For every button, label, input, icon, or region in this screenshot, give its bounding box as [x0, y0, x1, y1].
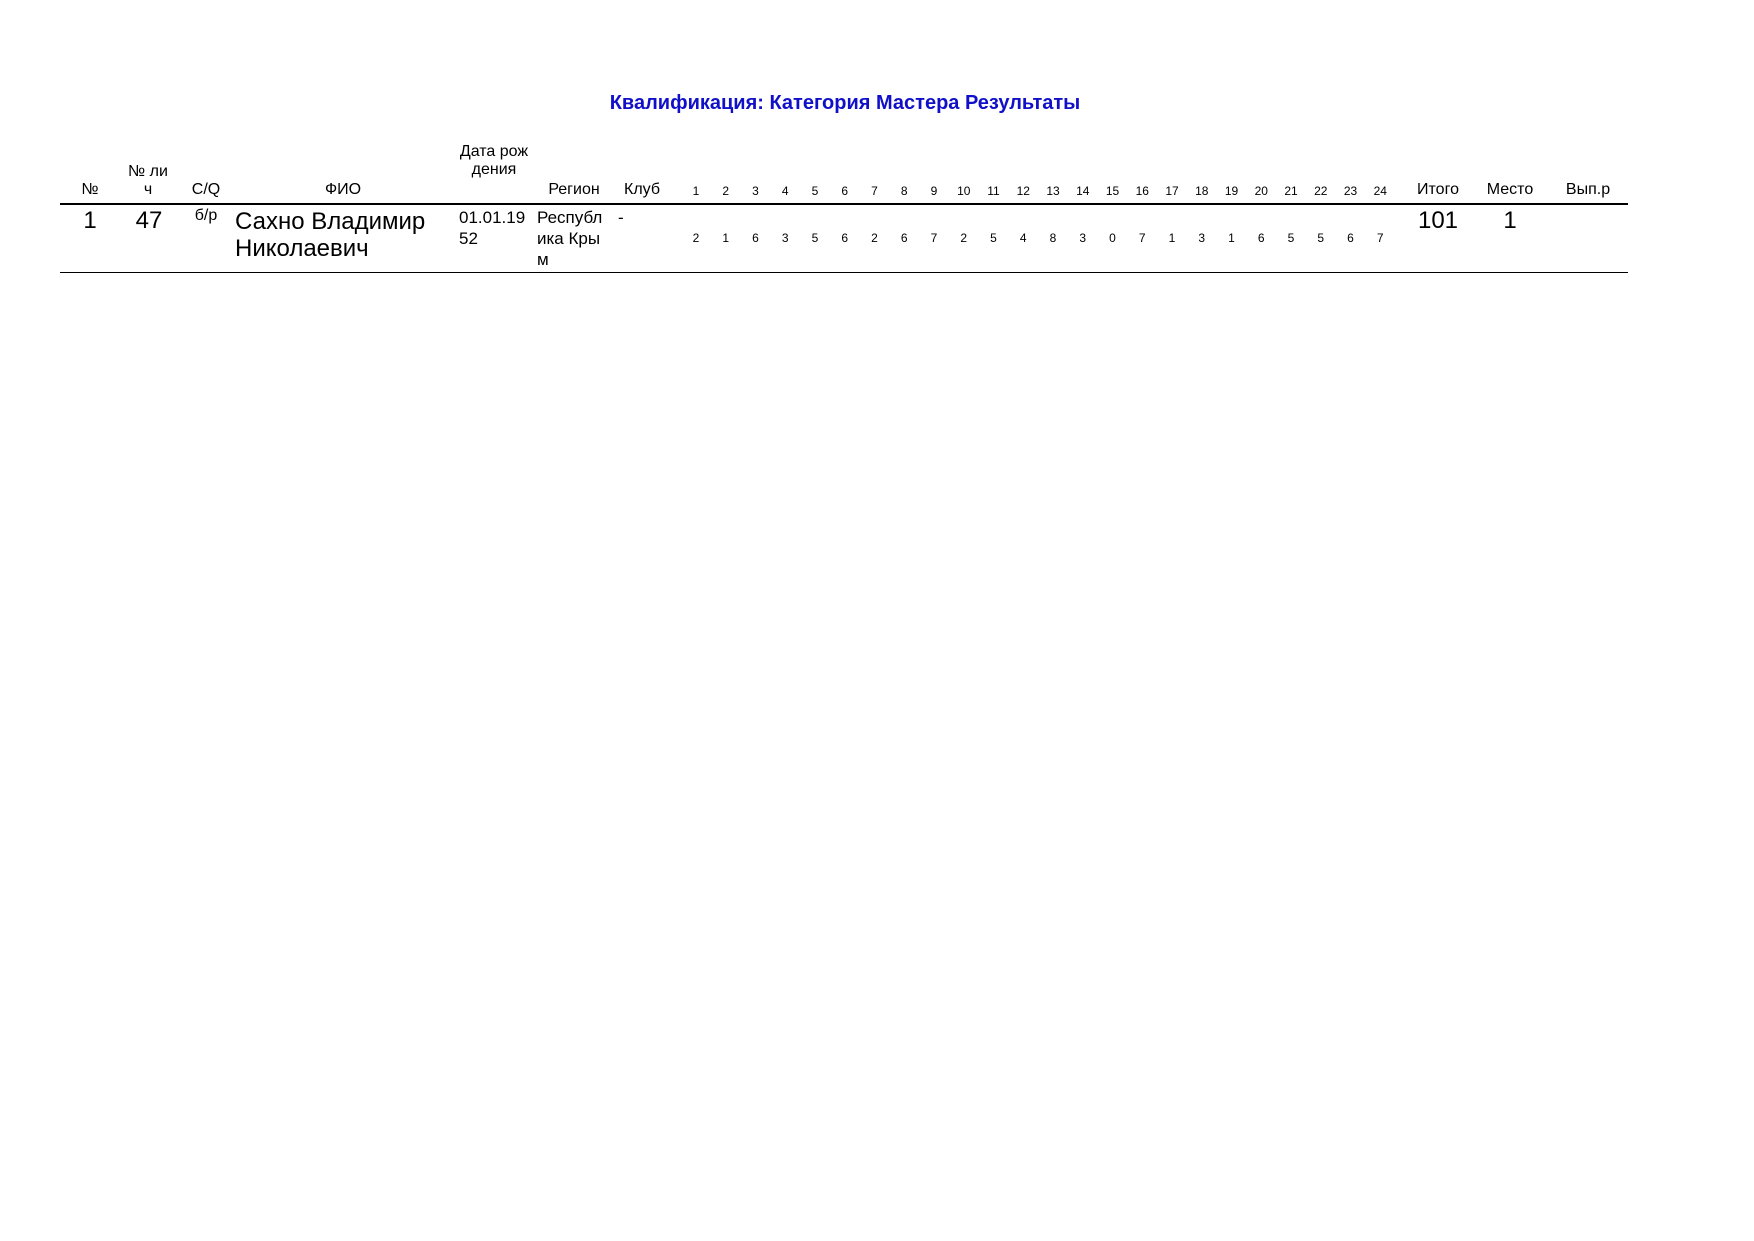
row-fio: Сахно Владимир Николаевич: [235, 208, 426, 262]
row-shot-4: 3: [781, 231, 789, 245]
row-shot-11: 5: [990, 231, 997, 245]
header-shot-4: 4: [781, 184, 789, 198]
header-shot-13: 13: [1046, 184, 1060, 198]
row-rule: [60, 272, 1628, 273]
header-club: Клуб: [624, 181, 660, 198]
header-shot-8: 8: [900, 184, 908, 198]
header-shot-22: 22: [1314, 184, 1328, 198]
row-shot-24: 7: [1376, 231, 1384, 245]
header-shot-20: 20: [1254, 184, 1268, 198]
header-shot-23: 23: [1343, 184, 1358, 198]
row-shot-1: 2: [692, 231, 700, 245]
row-num: 1: [83, 207, 97, 234]
header-shot-14: 14: [1076, 184, 1090, 198]
header-shot-15: 15: [1105, 184, 1120, 198]
row-club: -: [618, 208, 624, 227]
row-shot-12: 4: [1019, 231, 1027, 245]
header-result: Вып.р: [1565, 181, 1611, 198]
row-shot-14: 3: [1079, 231, 1087, 245]
header-shot-10: 10: [957, 184, 971, 198]
row-birth: 01.01.1952: [459, 208, 526, 248]
row-shot-7: 2: [871, 231, 878, 245]
row-shot-10: 2: [960, 231, 968, 245]
row-cq: б/р: [194, 207, 218, 224]
header-region: Регион: [548, 181, 600, 198]
row-shot-22: 5: [1317, 231, 1325, 245]
header-cq: C/Q: [191, 181, 221, 198]
row-shot-16: 7: [1138, 231, 1146, 245]
row-shot-21: 5: [1287, 231, 1295, 245]
row-shot-15: 0: [1109, 231, 1116, 245]
row-shot-2: 1: [722, 231, 730, 245]
page-title: Квалификация: Категория Мастера Результаты: [609, 92, 1081, 114]
row-shot-23: 6: [1347, 231, 1354, 245]
header-shot-12: 12: [1016, 184, 1030, 198]
header-total: Итого: [1417, 181, 1459, 198]
header-shot-6: 6: [841, 184, 849, 198]
header-num: №: [81, 181, 99, 198]
header-birth: Дата рождения: [459, 143, 529, 178]
row-shot-13: 8: [1049, 231, 1057, 245]
header-shot-17: 17: [1165, 184, 1179, 198]
row-shot-20: 6: [1257, 231, 1265, 245]
header-place: Место: [1486, 181, 1534, 198]
row-shot-8: 6: [900, 231, 908, 245]
row-shot-17: 1: [1168, 231, 1176, 245]
row-region: Республика Крым: [537, 208, 603, 269]
header-shot-18: 18: [1195, 184, 1209, 198]
row-personal-num: 47: [135, 207, 163, 234]
header-shot-24: 24: [1373, 184, 1387, 198]
row-shot-9: 7: [930, 231, 938, 245]
row-shot-18: 3: [1198, 231, 1206, 245]
header-shot-7: 7: [871, 184, 878, 198]
row-total: 101: [1417, 207, 1459, 234]
header-shot-19: 19: [1224, 184, 1239, 198]
header-rule: [60, 203, 1628, 205]
header-fio: ФИО: [324, 181, 362, 198]
row-shot-3: 6: [752, 231, 759, 245]
header-shot-11: 11: [987, 184, 1000, 198]
header-shot-21: 21: [1284, 184, 1298, 198]
header-shot-2: 2: [722, 184, 730, 198]
header-shot-9: 9: [930, 184, 938, 198]
header-personal-num: № лич: [128, 163, 168, 198]
row-shot-5: 5: [811, 231, 819, 245]
header-shot-3: 3: [752, 184, 759, 198]
header-shot-1: 1: [692, 184, 700, 198]
row-place: 1: [1503, 207, 1517, 234]
row-shot-6: 6: [841, 231, 849, 245]
row-shot-19: 1: [1228, 231, 1235, 245]
header-shot-5: 5: [811, 184, 819, 198]
header-shot-16: 16: [1135, 184, 1149, 198]
